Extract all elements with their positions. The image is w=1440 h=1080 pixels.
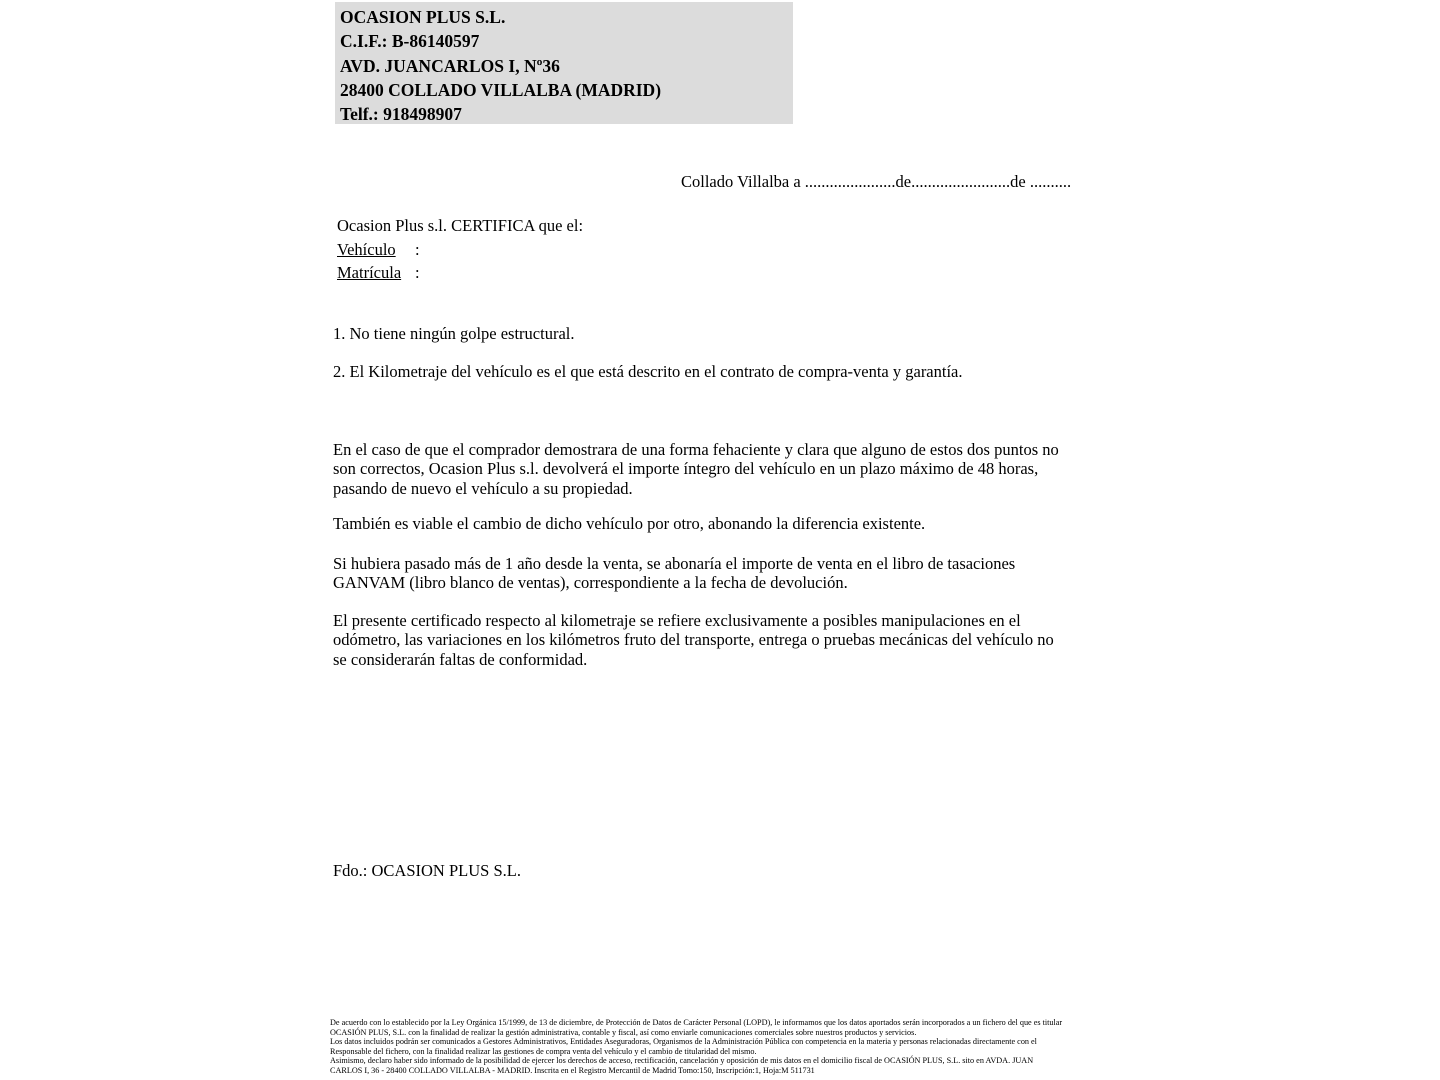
paragraph-line: El presente certificado respecto al kilometraje se refiere exclusivamente a posibles manipulaciones en el [333,611,1021,630]
date-fill-in-line: Collado Villalba a ......................de........................de .......... [681,172,1072,191]
paragraph-line: GANVAM (libro blanco de ventas), correspondiente a la fecha de devolución. [333,573,848,593]
certification-block [337,214,583,285]
company-phone: Telf.: 918498907 [340,104,462,125]
paragraph-line: Si hubiera pasado más de 1 año desde la venta, se abonaría el importe de venta en el libro de tasaciones [333,554,1016,573]
paragraph-exchange-option [333,514,925,533]
legal-line: Asimismo, declaro haber sido informado de la posibilidad de ejercer los derechos de acceso, rectificación, cancelación y oposición de mis datos en el domicilio fiscal de OCASIÓN PLUS, S.L. sito en AVDA. JUAN [330,1056,1034,1066]
legal-line: Los datos incluidos podrán ser comunicados a Gestores Administrativos, Entidades Aseguradoras, Organismos de la Administración Pública con competencia en la materia y personas relacionadas directamente con el [330,1037,1037,1047]
paragraph-line: En el caso de que el comprador demostrara de una forma fehaciente y clara que alguno de estos dos puntos no [333,440,1059,459]
certified-point-2: 2. El Kilometraje del vehículo es el que está descrito en el contrato de compra-venta y garantía. [333,362,963,381]
legal-line: CARLOS I, 36 - 28400 COLLADO VILLALBA - MADRID. Inscrita en el Registro Mercantil de Madrid Tomo:150, Inscripción:1, Hoja:M 511731 [330,1065,815,1075]
paragraph-odometer-scope [333,611,1054,669]
legal-line: OCASIÓN PLUS, S.L. con la finalidad de realizar la gestión administrativa, contable y fiscal, así como enviarle comunicaciones comerciales sobre nuestros productos y servicios. [330,1027,917,1037]
signature-line: Fdo.: OCASION PLUS S.L. [333,861,521,880]
legal-line: Responsable del fichero, con la finalidad realizar las gestiones de compra venta del vehículo y el cambio de titularidad del mismo. [330,1046,757,1056]
legal-line: De acuerdo con lo establecido por la Ley Orgánica 15/1999, de 13 de diciembre, de Protección de Datos de Carácter Personal (LOPD), le informamos que los datos aportados serán incorporados a un fichero del que es titular [330,1018,1063,1027]
paragraph-refund-terms [333,440,1059,498]
company-address: AVD. JUANCARLOS I, Nº36 [340,55,560,76]
certification-intro: Ocasion Plus s.l. CERTIFICA que el: [337,216,584,235]
vehicle-field-label: Vehículo [337,239,396,259]
paragraph-line: odómetro, las variaciones en los kilómetros fruto del transporte, entrega o pruebas mecánicas del vehículo no [333,630,1054,650]
vehicle-field-colon: : [415,239,420,259]
certified-point-1: 1. No tiene ningún golpe estructural. [333,324,575,343]
company-city: 28400 COLLADO VILLALBA (MADRID) [340,79,662,100]
company-name: OCASION PLUS S.L. [340,7,506,27]
legal-footer [330,1018,1062,1076]
plate-field-colon: : [415,263,420,282]
company-cif: C.I.F.: B-86140597 [340,31,480,52]
company-letterhead [335,2,793,124]
plate-field [337,261,583,285]
vehicle-field [337,238,583,262]
paragraph-line: También es viable el cambio de dicho vehículo por otro, abonando la diferencia existente. [333,514,926,533]
paragraph-ganvam-valuation [333,554,1015,593]
paragraph-line: pasando de nuevo el vehículo a su propiedad. [333,478,633,498]
paragraph-line: son correctos, Ocasion Plus s.l. devolverá el importe íntegro del vehículo en un plazo máximo de 48 horas, [333,459,1039,479]
paragraph-line: se considerarán faltas de conformidad. [333,649,588,669]
plate-field-label: Matrícula [337,263,402,282]
